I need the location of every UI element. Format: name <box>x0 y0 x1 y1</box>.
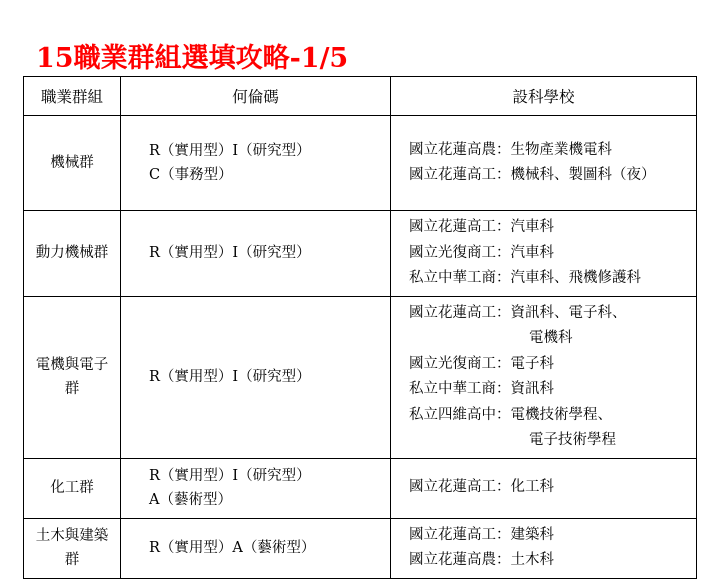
school-line: 國立花蓮高工：化工科 <box>409 479 554 496</box>
school-line: 國立花蓮高農：土木科 <box>409 552 554 568</box>
code-line: R（實用型）A（藝術型） <box>149 540 316 556</box>
table-row <box>24 296 697 458</box>
group-cell: 動力機械群 <box>24 211 121 297</box>
table-row <box>24 116 697 211</box>
career-group-table <box>23 76 697 579</box>
code-cell <box>121 211 391 297</box>
school-line-continued: 電機科 <box>529 330 573 346</box>
school-line: 國立花蓮高工：建築科 <box>409 526 554 543</box>
school-cell <box>391 518 697 578</box>
school-cell <box>391 116 697 211</box>
school-line: 國立光復商工：汽車科 <box>409 244 554 261</box>
code-line: R（實用型）I（研究型） <box>149 468 311 484</box>
school-cell <box>391 458 697 518</box>
header-group: 職業群組 <box>24 77 121 116</box>
school-line: 私立中華工商：汽車科、飛機修護科 <box>409 270 641 286</box>
group-cell: 化工群 <box>24 458 121 518</box>
code-line: A（藝術型） <box>149 492 232 508</box>
school-cell <box>391 296 697 458</box>
school-line: 國立花蓮高工：汽車科 <box>409 219 554 235</box>
code-line: R（實用型）I（研究型） <box>149 369 311 385</box>
code-line: C（事務型） <box>149 167 233 183</box>
school-line: 國立光復商工：電子科 <box>409 355 554 372</box>
school-line: 私立四維高中：電機技術學程、 <box>409 406 612 423</box>
table-row <box>24 518 697 578</box>
table-header-row <box>24 77 697 116</box>
header-holland-code: 何倫碼 <box>121 77 391 116</box>
school-line: 國立花蓮高工：機械科、製圖科（夜） <box>409 167 656 183</box>
school-cell <box>391 211 697 297</box>
school-line: 國立花蓮高工：資訊科、電子科、 <box>409 304 627 321</box>
table-row <box>24 458 697 518</box>
code-line: R（實用型）I（研究型） <box>149 143 311 159</box>
group-cell: 電機與電子群 <box>24 296 121 458</box>
table-row <box>24 211 697 297</box>
school-line-continued: 電子技術學程 <box>529 432 616 448</box>
header-schools: 設科學校 <box>391 77 697 116</box>
code-cell <box>121 116 391 211</box>
group-cell: 機械群 <box>24 116 121 211</box>
school-line: 國立花蓮高農：生物產業機電科 <box>409 141 612 158</box>
code-cell <box>121 518 391 578</box>
page-title: 15職業群組選填攻略-1/5 <box>36 43 349 74</box>
school-line: 私立中華工商：資訊科 <box>409 381 554 397</box>
code-cell <box>121 458 391 518</box>
group-cell: 土木與建築群 <box>24 518 121 578</box>
code-line: R（實用型）I（研究型） <box>149 245 311 262</box>
code-cell <box>121 296 391 458</box>
